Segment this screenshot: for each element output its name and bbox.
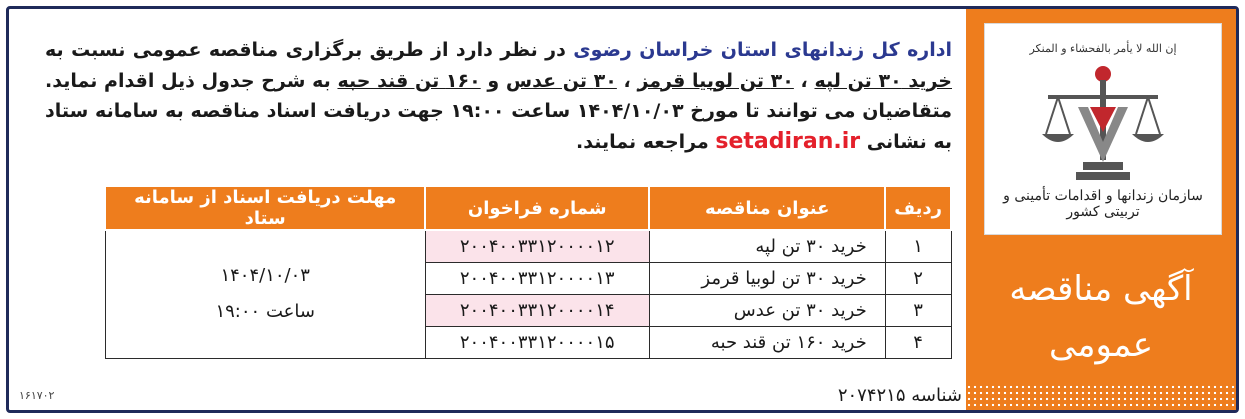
call-number: ۲۰۰۴۰۰۳۳۱۲۰۰۰۰۱۵	[425, 326, 649, 358]
call-number: ۲۰۰۴۰۰۳۳۱۲۰۰۰۰۱۳	[425, 262, 649, 294]
website-link[interactable]: setadiran.ir	[715, 128, 861, 154]
organization-name: اداره کل زندانهای استان خراسان رضوی	[573, 39, 952, 61]
call-number: ۲۰۰۴۰۰۳۳۱۲۰۰۰۰۱۲	[425, 230, 649, 262]
dotted-strip	[966, 384, 1236, 410]
deadline-time: ساعت ۱۹:۰۰	[215, 301, 315, 323]
notice-frame	[6, 6, 1239, 413]
header-call-number: شماره فراخوان	[425, 186, 649, 230]
row-number: ۲	[885, 262, 951, 294]
separator-1: ،	[793, 69, 815, 92]
notice-text-1: در نظر دارد از طریق برگزاری مناقصه عمومی نسبت به	[45, 39, 574, 61]
tender-item-3: ۳۰ تن عدس	[505, 69, 617, 92]
logo-top-text: إن الله لا یأمر بالفحشاء و المنکر	[1029, 42, 1177, 55]
organization-logo	[984, 23, 1222, 235]
separator-3: و	[480, 69, 506, 92]
tender-title: خرید ۱۶۰ تن قند حبه	[649, 326, 885, 358]
tender-item-1: خرید ۳۰ تن لپه	[814, 69, 952, 92]
row-number: ۳	[885, 294, 951, 326]
table-row	[105, 230, 951, 262]
separator-2: ،	[616, 69, 638, 92]
deadline-date: ۱۴۰۴/۱۰/۰۳	[220, 265, 310, 287]
tender-title: خرید ۳۰ تن عدس	[649, 294, 885, 326]
notice-paragraph	[45, 35, 952, 157]
notice-type-line2: عمومی	[1048, 325, 1154, 365]
row-number: ۱	[885, 230, 951, 262]
header-row-number: ردیف	[885, 186, 951, 230]
tender-item-2: ۳۰ تن لوبیا قرمز	[637, 69, 794, 92]
notice-id	[838, 385, 962, 406]
notice-content	[9, 9, 966, 410]
tender-table	[104, 185, 952, 359]
scales-emblem-icon	[1028, 62, 1178, 192]
side-panel	[966, 9, 1236, 410]
print-code: ۱۶۱۷۰۲	[19, 389, 55, 402]
tender-title: خرید ۳۰ تن لپه	[649, 230, 885, 262]
table-header-row	[105, 186, 951, 230]
row-number: ۴	[885, 326, 951, 358]
header-tender-title: عنوان مناقصه	[649, 186, 885, 230]
logo-bottom-text: سازمان زندانها و اقدامات تأمینی و تربیتی کشور	[1003, 188, 1203, 220]
notice-type-title	[966, 261, 1236, 373]
notice-type-line1: آگهی مناقصه	[1009, 269, 1193, 309]
notice-text-2: به شرح جدول ذیل اقدام نماید. متقاضیان می توانند تا مورخ ۱۴۰۴/۱۰/۰۳ ساعت ۱۹:۰۰ جهت دریافت اسناد مناقصه به سامانه ستاد به نشانی	[45, 69, 953, 153]
header-deadline: مهلت دریافت اسناد از سامانه ستاد	[105, 186, 425, 230]
notice-text-3: مراجعه نمایند.	[576, 130, 716, 153]
call-number: ۲۰۰۴۰۰۳۳۱۲۰۰۰۰۱۴	[425, 294, 649, 326]
tender-item-4: ۱۶۰ تن قند حبه	[337, 69, 481, 92]
tender-title: خرید ۳۰ تن لوبیا قرمز	[649, 262, 885, 294]
notice-id-label: شناسه	[911, 385, 962, 406]
notice-id-value: ۲۰۷۴۲۱۵	[837, 385, 906, 406]
deadline-cell	[105, 230, 425, 358]
